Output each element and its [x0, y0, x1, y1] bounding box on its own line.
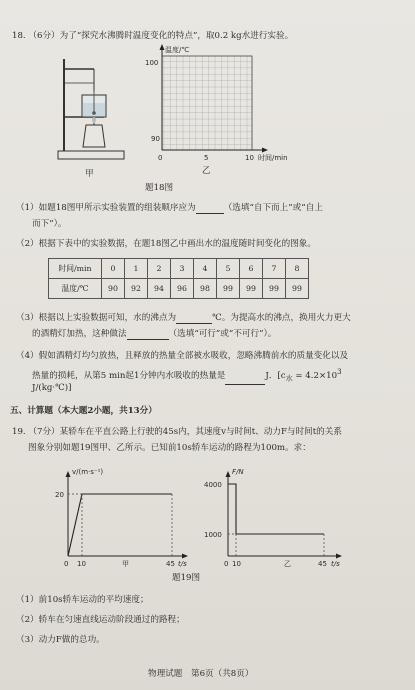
q18-sub1 [16, 202, 323, 214]
q18-sub1-text2: （选填“自下而上”或“自上 [223, 203, 323, 213]
apparatus-label: 甲 [85, 169, 94, 179]
experiment-apparatus-figure [52, 55, 128, 170]
q18-header [12, 30, 293, 42]
q18-sub4-text: 热量的损耗，从第5 min起1分钟内水吸收的热量是 [32, 370, 226, 381]
q18-sub3-cont [32, 328, 276, 340]
table-cell: 96 [171, 279, 194, 299]
table-row [49, 279, 309, 299]
q18-sub3-text4: （选填“可行”或“不可行”）。 [168, 329, 277, 339]
v-graph-x-10: 10 [77, 560, 86, 568]
table-cell: 8 [286, 259, 309, 279]
table-cell: 99 [286, 279, 309, 299]
table-cell: 7 [263, 259, 286, 279]
q18-sub3 [16, 312, 351, 324]
q19-sub2: （2）轿车在匀速直线运动阶段通过的路程； [16, 615, 185, 625]
q18-sub4: （4）假如酒精灯均匀放热，且释放的热量全部被水吸收，忽略沸腾前水的质量变化以及 [16, 351, 349, 361]
q19-stem-cont: 图象分别如题19图甲、乙所示。已知前10s轿车运动的路程为100m。求： [28, 443, 311, 453]
temperature-time-graph [138, 42, 298, 167]
v-graph-label: 甲 [122, 560, 129, 568]
q19-points: （7分） [28, 427, 60, 437]
v-graph-x-45: 45 [166, 560, 175, 568]
graph-y-90: 90 [151, 135, 160, 143]
q18-fig-caption: 题18图 [145, 183, 174, 193]
q18-sub4-text2: J．[c [265, 370, 286, 381]
page-footer: 物理试题 第6页（共8页） [148, 669, 254, 679]
table-cell: 99 [263, 279, 286, 299]
q18-sub3-text2: ℃。为提高水的沸点，换用火力更大 [212, 313, 351, 323]
q18-points: （6分） [28, 31, 60, 41]
graph-label: 乙 [202, 166, 211, 176]
v-graph-x-unit: t/s [178, 560, 187, 568]
table-cell: 6 [240, 259, 263, 279]
v-graph-x-0: 0 [64, 560, 69, 568]
table-header-temp: 温度/℃ [49, 279, 102, 299]
table-cell: 92 [125, 279, 148, 299]
v-graph-y-20: 20 [55, 491, 64, 499]
graph-x-5: 5 [204, 154, 209, 162]
q18-sub4-unit: J/(kg·℃)] [32, 383, 72, 393]
f-graph-label: 乙 [284, 560, 291, 568]
q18-sub4-exp: 3 [337, 368, 342, 376]
f-graph-y-4000: 4000 [204, 481, 222, 489]
q18-sub1-cont: 而下”）。 [32, 219, 67, 229]
q18-sub3-text3: 的酒精灯加热，这种做法 [32, 329, 127, 339]
f-graph-x-45: 45 [318, 560, 327, 568]
q18-sub4-tail: = 4.2×10 [292, 370, 338, 381]
graph-x-10: 10 [245, 154, 254, 162]
data-table [48, 258, 309, 299]
q18-sub3-blank1[interactable] [176, 323, 212, 324]
f-graph-x-0: 0 [224, 560, 229, 568]
table-cell: 3 [171, 259, 194, 279]
q18-sub1-blank[interactable] [196, 213, 224, 214]
graph-x-0: 0 [158, 154, 163, 162]
f-graph-x-10: 10 [232, 560, 241, 568]
section-title: 五、计算题（本大题2小题，共13分） [10, 406, 157, 416]
q19-stem: 某轿车在平直公路上行驶的45s内，其速度v与时间t、动力F与时间t的关系 [59, 427, 342, 437]
f-graph-y-1000: 1000 [204, 531, 222, 539]
table-cell: 99 [217, 279, 240, 299]
table-cell: 99 [240, 279, 263, 299]
q19-fig-caption: 题19图 [172, 573, 201, 583]
table-cell: 1 [125, 259, 148, 279]
f-graph-y-label: F/N [232, 468, 244, 476]
q18-sub4-sub: 水 [285, 374, 293, 383]
q19-header [12, 426, 342, 438]
q19-sub3: （3）动力F做的总功。 [16, 635, 105, 645]
q18-sub2: （2）根据下表中的实验数据，在题18图乙中画出水的温度随时间变化的图象。 [16, 239, 316, 249]
q18-sub4-blank[interactable] [225, 384, 265, 385]
velocity-time-graph [46, 462, 196, 570]
table-cell: 98 [194, 279, 217, 299]
table-cell: 0 [102, 259, 125, 279]
v-graph-y-label: v/(m·s⁻¹) [72, 468, 104, 476]
q18-sub3-blank2[interactable] [127, 339, 169, 340]
table-cell: 94 [148, 279, 171, 299]
graph-x-label: 时间/min [258, 154, 288, 162]
q18-sub1-text: （1）如题18图甲所示实验装置的组装顺序应为 [16, 203, 196, 213]
force-time-graph [198, 462, 348, 570]
f-graph-x-unit: t/s [331, 560, 340, 568]
table-cell: 90 [102, 279, 125, 299]
q18-sub4-cont [32, 366, 342, 385]
table-row [49, 259, 309, 279]
graph-y-100: 100 [145, 59, 159, 67]
q18-sub3-text: （3）根据以上实验数据可知，水的沸点为 [16, 313, 177, 323]
table-cell: 2 [148, 259, 171, 279]
table-header-time: 时间/min [49, 259, 102, 279]
table-cell: 5 [217, 259, 240, 279]
q19-sub1: （1）前10s轿车运动的平均速度； [16, 595, 149, 605]
graph-y-label: 温度/℃ [165, 46, 190, 54]
table-cell: 4 [194, 259, 217, 279]
q18-stem: 为了“探究水沸腾时温度变化的特点”，取0.2 kg水进行实验。 [59, 31, 294, 41]
q18-number: 18. [12, 31, 26, 41]
q19-number: 19. [12, 427, 26, 437]
